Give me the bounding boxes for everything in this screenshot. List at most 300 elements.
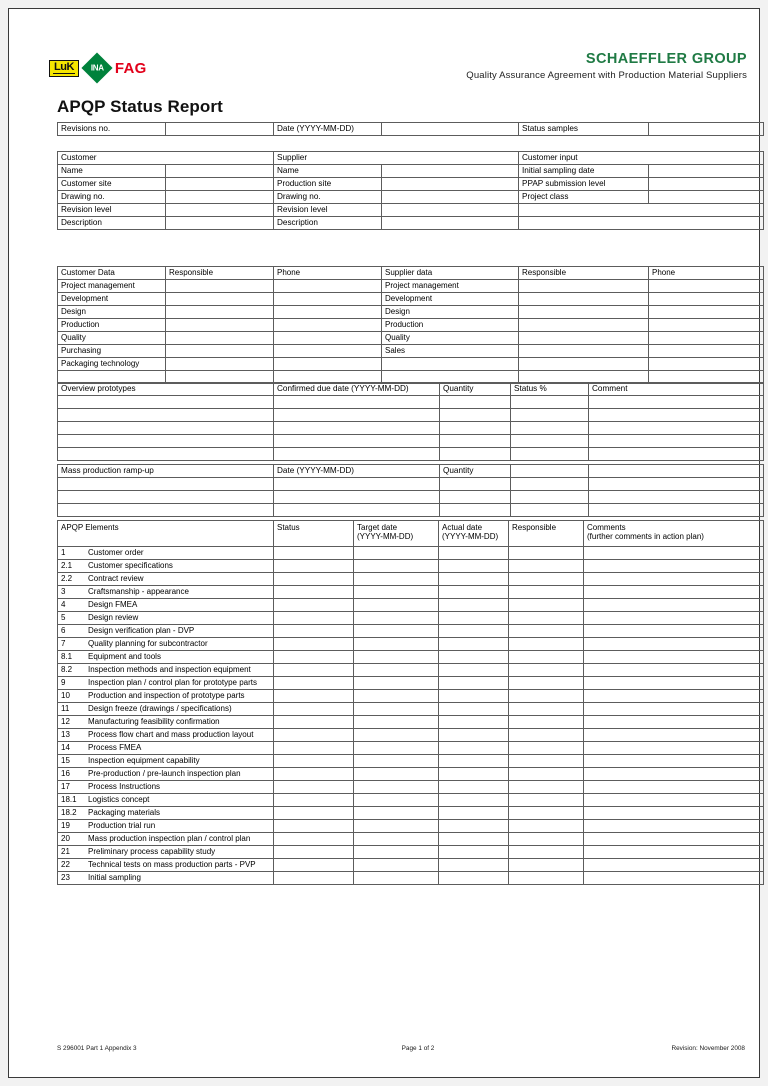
label-customer-function: Design [58,306,166,319]
field-status[interactable] [274,703,354,716]
field-supplier-responsible[interactable] [519,319,649,332]
cell-input[interactable] [440,422,511,435]
field-supplier-phone[interactable] [649,345,764,358]
field-responsible[interactable] [509,560,584,573]
field-status[interactable] [274,781,354,794]
luk-logo-text: LuK [54,60,74,73]
field-target-date[interactable] [354,638,439,651]
field-responsible[interactable] [509,651,584,664]
apqp-element-number: 10 [61,691,70,700]
field-target-date[interactable] [354,664,439,677]
field-responsible[interactable] [509,755,584,768]
apqp-element-row [58,599,764,612]
cell-input[interactable] [58,422,274,435]
field-target-date[interactable] [354,651,439,664]
field-actual-date[interactable] [439,651,509,664]
field-actual-date[interactable] [439,547,509,560]
apqp-element-number: 15 [61,756,70,765]
cell-input[interactable] [511,478,589,491]
cell-input[interactable] [511,435,589,448]
document-footer [57,1045,745,1052]
header-supplier-data: Supplier data [382,267,519,280]
field-supplier-description[interactable] [382,217,519,230]
cell-input[interactable] [274,448,440,461]
field-status[interactable] [274,560,354,573]
field-responsible[interactable] [509,872,584,885]
field-comments[interactable] [584,547,764,560]
cell-input[interactable] [440,396,511,409]
cell-input[interactable] [511,448,589,461]
field-status[interactable] [274,807,354,820]
field-customer-responsible[interactable] [166,332,274,345]
field-supplier-name[interactable] [382,165,519,178]
field-status[interactable] [274,547,354,560]
apqp-element-number: 20 [61,834,70,843]
cell-input[interactable] [589,491,764,504]
field-comments[interactable] [584,690,764,703]
field-comments[interactable] [584,677,764,690]
apqp-element-label: Inspection plan / control plan for prototype parts [88,678,257,687]
apqp-element-row [58,651,764,664]
table-header-row [58,465,764,478]
cell-status-samples-value[interactable] [649,123,764,136]
apqp-element-row [58,703,764,716]
field-comments[interactable] [584,872,764,885]
field-customer-phone[interactable] [274,345,382,358]
cell-input[interactable] [589,504,764,517]
field-responsible[interactable] [509,820,584,833]
apqp-element-cell [58,833,274,846]
apqp-element-cell [58,859,274,872]
field-responsible[interactable] [509,586,584,599]
field-actual-date[interactable] [439,638,509,651]
field-target-date[interactable] [354,560,439,573]
field-supplier-responsible[interactable] [519,280,649,293]
field-customer-phone[interactable] [274,319,382,332]
field-status[interactable] [274,859,354,872]
cell-input[interactable] [274,478,440,491]
field-project-class[interactable] [649,191,764,204]
field-status[interactable] [274,820,354,833]
field-responsible[interactable] [509,547,584,560]
field-customer-responsible[interactable] [166,280,274,293]
field-target-date[interactable] [354,729,439,742]
apqp-element-cell [58,638,274,651]
page-title: APQP Status Report [57,97,223,116]
field-comments[interactable] [584,573,764,586]
cell-input[interactable] [58,448,274,461]
cell-input[interactable] [440,435,511,448]
field-responsible[interactable] [509,625,584,638]
field-responsible[interactable] [509,599,584,612]
field-responsible[interactable] [509,573,584,586]
label-customer-function: Packaging technology [58,358,166,371]
apqp-element-row [58,820,764,833]
document-page [8,8,760,1078]
field-status[interactable] [274,872,354,885]
cell-input[interactable] [440,478,511,491]
cell-input[interactable] [274,409,440,422]
field-production-site[interactable] [382,178,519,191]
field-supplier-responsible[interactable] [519,345,649,358]
field-status[interactable] [274,833,354,846]
field-actual-date[interactable] [439,625,509,638]
cell-input[interactable] [274,491,440,504]
field-customer-phone[interactable] [274,306,382,319]
field-comments[interactable] [584,755,764,768]
apqp-element-label: Customer order [88,548,144,557]
field-responsible[interactable] [509,716,584,729]
field-comments[interactable] [584,742,764,755]
field-responsible[interactable] [509,833,584,846]
cell-input[interactable] [440,448,511,461]
field-actual-date[interactable] [439,573,509,586]
field-responsible[interactable] [509,742,584,755]
field-customer-responsible[interactable] [166,358,274,371]
field-status[interactable] [274,651,354,664]
field-comments[interactable] [584,768,764,781]
field-supplier-drawing-no[interactable] [382,191,519,204]
field-status[interactable] [274,755,354,768]
field-target-date[interactable] [354,859,439,872]
cell-input[interactable] [274,396,440,409]
cell-input[interactable] [440,504,511,517]
field-status[interactable] [274,677,354,690]
label-supplier-function: Production [382,319,519,332]
cell-input[interactable] [58,435,274,448]
apqp-element-row [58,768,764,781]
label-supplier-function: Development [382,293,519,306]
header-supplier-responsible: Responsible [519,267,649,280]
luk-logo [49,60,79,77]
footer-page-number: Page 1 of 2 [401,1045,435,1052]
field-target-date[interactable] [354,872,439,885]
field-actual-date[interactable] [439,560,509,573]
ina-logo-text: INA [90,62,104,72]
header-customer-input: Customer input [519,152,764,165]
field-actual-date[interactable] [439,807,509,820]
header-apqp-elements: APQP Elements [58,521,274,547]
field-customer-responsible[interactable] [166,306,274,319]
field-comments[interactable] [584,833,764,846]
field-actual-date[interactable] [439,677,509,690]
field-comments[interactable] [584,651,764,664]
apqp-element-label: Initial sampling [88,873,141,882]
field-customer-phone[interactable] [274,293,382,306]
field-status[interactable] [274,794,354,807]
field-supplier-phone[interactable] [649,293,764,306]
field-supplier-revision-level[interactable] [382,204,519,217]
table-header-row [58,383,764,396]
field-supplier-responsible[interactable] [519,293,649,306]
cell-input[interactable] [589,422,764,435]
cell-input[interactable] [589,435,764,448]
field-target-date[interactable] [354,807,439,820]
field-target-date[interactable] [354,586,439,599]
field-status[interactable] [274,664,354,677]
apqp-element-cell [58,560,274,573]
field-comments[interactable] [584,729,764,742]
apqp-element-row [58,716,764,729]
field-actual-date[interactable] [439,742,509,755]
field-target-date[interactable] [354,768,439,781]
field-comments[interactable] [584,807,764,820]
field-target-date[interactable] [354,742,439,755]
header-overview-prototypes: Overview prototypes [58,383,274,396]
field-comments[interactable] [584,703,764,716]
field-status[interactable] [274,625,354,638]
field-customer-phone[interactable] [274,358,382,371]
field-supplier-responsible[interactable] [519,358,649,371]
cell-revisions-value[interactable] [166,123,274,136]
field-target-date[interactable] [354,833,439,846]
field-customer-responsible[interactable] [166,293,274,306]
cell-input[interactable] [589,478,764,491]
field-target-date[interactable] [354,820,439,833]
field-supplier-phone[interactable] [649,319,764,332]
apqp-element-row [58,690,764,703]
field-status[interactable] [274,768,354,781]
field-actual-date[interactable] [439,716,509,729]
field-status[interactable] [274,716,354,729]
field-target-date[interactable] [354,716,439,729]
apqp-element-label: Manufacturing feasibility confirmation [88,717,220,726]
cell-revisions-label: Revisions no. [58,123,166,136]
field-actual-date[interactable] [439,872,509,885]
header-comments: Comments (further comments in action plan) [584,521,764,547]
field-responsible[interactable] [509,638,584,651]
header-comment: Comment [589,383,764,396]
apqp-element-number: 13 [61,730,70,739]
apqp-element-label: Production trial run [88,821,156,830]
field-comments[interactable] [584,599,764,612]
field-status[interactable] [274,846,354,859]
field-supplier-phone[interactable] [649,306,764,319]
field-responsible[interactable] [509,703,584,716]
field-customer-phone[interactable] [274,280,382,293]
field-target-date[interactable] [354,625,439,638]
field-comments[interactable] [584,625,764,638]
field-status[interactable] [274,573,354,586]
field-target-date[interactable] [354,547,439,560]
ina-logo [81,52,112,83]
cell-input[interactable] [58,491,274,504]
field-actual-date[interactable] [439,755,509,768]
field-ppap-submission-level[interactable] [649,178,764,191]
field-comments[interactable] [584,612,764,625]
field-target-date[interactable] [354,846,439,859]
field-status[interactable] [274,638,354,651]
field-status[interactable] [274,586,354,599]
field-status[interactable] [274,742,354,755]
apqp-element-label: Design FMEA [88,600,138,609]
field-target-date[interactable] [354,612,439,625]
field-supplier-phone[interactable] [649,280,764,293]
cell-input[interactable] [58,396,274,409]
field-responsible[interactable] [509,807,584,820]
label-supplier-name: Name [274,165,382,178]
field-comments[interactable] [584,716,764,729]
cell-input[interactable] [589,409,764,422]
cell-input[interactable] [511,409,589,422]
field-target-date[interactable] [354,690,439,703]
field-supplier-responsible[interactable] [519,332,649,345]
field-actual-date[interactable] [439,599,509,612]
prototype-row [58,396,764,409]
header-blank-1 [511,465,589,478]
field-supplier-phone[interactable] [649,358,764,371]
field-responsible[interactable] [509,794,584,807]
field-actual-date[interactable] [439,820,509,833]
field-responsible[interactable] [509,846,584,859]
header-date: Date (YYYY-MM-DD) [274,465,440,478]
field-status[interactable] [274,599,354,612]
field-comments[interactable] [584,794,764,807]
field-actual-date[interactable] [439,690,509,703]
apqp-element-row [58,807,764,820]
field-comments[interactable] [584,664,764,677]
cell-input[interactable] [274,422,440,435]
table-row [58,191,764,204]
field-target-date[interactable] [354,781,439,794]
cell-blank[interactable] [519,217,764,230]
apqp-element-number: 5 [61,613,66,622]
label-customer-revision-level: Revision level [58,204,166,217]
header-status-percent: Status % [511,383,589,396]
field-customer-drawing-no[interactable] [166,191,274,204]
label-supplier-description: Description [274,217,382,230]
apqp-element-number: 3 [61,587,66,596]
field-actual-date[interactable] [439,833,509,846]
cell-input[interactable] [440,409,511,422]
field-customer-responsible[interactable] [166,345,274,358]
cell-date-value[interactable] [382,123,519,136]
field-customer-responsible[interactable] [166,319,274,332]
cell-input[interactable] [511,491,589,504]
cell-input[interactable] [440,491,511,504]
apqp-element-row [58,560,764,573]
cell-blank[interactable] [519,204,764,217]
field-responsible[interactable] [509,781,584,794]
field-customer-description[interactable] [166,217,274,230]
field-comments[interactable] [584,586,764,599]
apqp-element-row [58,664,764,677]
footer-left: S 296001 Part 1 Appendix 3 [57,1045,137,1052]
label-customer-drawing-no: Drawing no. [58,191,166,204]
field-comments[interactable] [584,560,764,573]
field-responsible[interactable] [509,859,584,872]
cell-input[interactable] [274,435,440,448]
field-comments[interactable] [584,781,764,794]
field-customer-phone[interactable] [274,332,382,345]
apqp-element-row [58,586,764,599]
mass-production-row [58,491,764,504]
field-supplier-responsible[interactable] [519,306,649,319]
field-customer-site[interactable] [166,178,274,191]
apqp-element-row [58,677,764,690]
field-actual-date[interactable] [439,586,509,599]
label-supplier-function: Project management [382,280,519,293]
cell-input[interactable] [58,478,274,491]
field-actual-date[interactable] [439,794,509,807]
cell-input[interactable] [511,422,589,435]
table-header-row [58,521,764,547]
header-customer-responsible: Responsible [166,267,274,280]
field-supplier-phone[interactable] [649,332,764,345]
label-production-site: Production site [274,178,382,191]
cell-input[interactable] [58,409,274,422]
cell-input[interactable] [589,396,764,409]
field-target-date[interactable] [354,755,439,768]
label-initial-sampling-date: Initial sampling date [519,165,649,178]
apqp-element-cell [58,729,274,742]
field-responsible[interactable] [509,768,584,781]
field-target-date[interactable] [354,573,439,586]
field-responsible[interactable] [509,677,584,690]
brand-name: SCHAEFFLER GROUP [585,51,747,67]
apqp-element-number: 14 [61,743,70,752]
cell-input[interactable] [589,448,764,461]
field-customer-revision-level[interactable] [166,204,274,217]
apqp-element-cell [58,625,274,638]
field-status[interactable] [274,729,354,742]
cell-input[interactable] [511,504,589,517]
cell-input[interactable] [511,396,589,409]
apqp-element-cell [58,651,274,664]
cell-input[interactable] [58,504,274,517]
field-target-date[interactable] [354,677,439,690]
field-responsible[interactable] [509,664,584,677]
field-customer-name[interactable] [166,165,274,178]
field-responsible[interactable] [509,729,584,742]
label-customer-function: Production [58,319,166,332]
field-actual-date[interactable] [439,859,509,872]
field-responsible[interactable] [509,690,584,703]
apqp-element-row [58,729,764,742]
field-responsible[interactable] [509,612,584,625]
field-comments[interactable] [584,638,764,651]
field-target-date[interactable] [354,703,439,716]
field-actual-date[interactable] [439,846,509,859]
field-status[interactable] [274,612,354,625]
field-actual-date[interactable] [439,612,509,625]
field-actual-date[interactable] [439,768,509,781]
field-target-date[interactable] [354,794,439,807]
apqp-element-label: Preliminary process capability study [88,847,216,856]
apqp-element-label: Production and inspection of prototype parts [88,691,245,700]
table-row [58,319,764,332]
apqp-element-label: Contract review [88,574,144,583]
apqp-element-number: 11 [61,704,70,713]
apqp-element-number: 2.1 [61,561,73,570]
field-comments[interactable] [584,846,764,859]
field-actual-date[interactable] [439,781,509,794]
field-initial-sampling-date[interactable] [649,165,764,178]
field-comments[interactable] [584,859,764,872]
apqp-element-cell [58,664,274,677]
apqp-element-cell [58,755,274,768]
apqp-element-row [58,573,764,586]
field-comments[interactable] [584,820,764,833]
apqp-element-row [58,755,764,768]
apqp-element-label: Design freeze (drawings / specifications) [88,704,232,713]
cell-input[interactable] [274,504,440,517]
field-actual-date[interactable] [439,664,509,677]
field-actual-date[interactable] [439,703,509,716]
field-actual-date[interactable] [439,729,509,742]
field-target-date[interactable] [354,599,439,612]
field-status[interactable] [274,690,354,703]
